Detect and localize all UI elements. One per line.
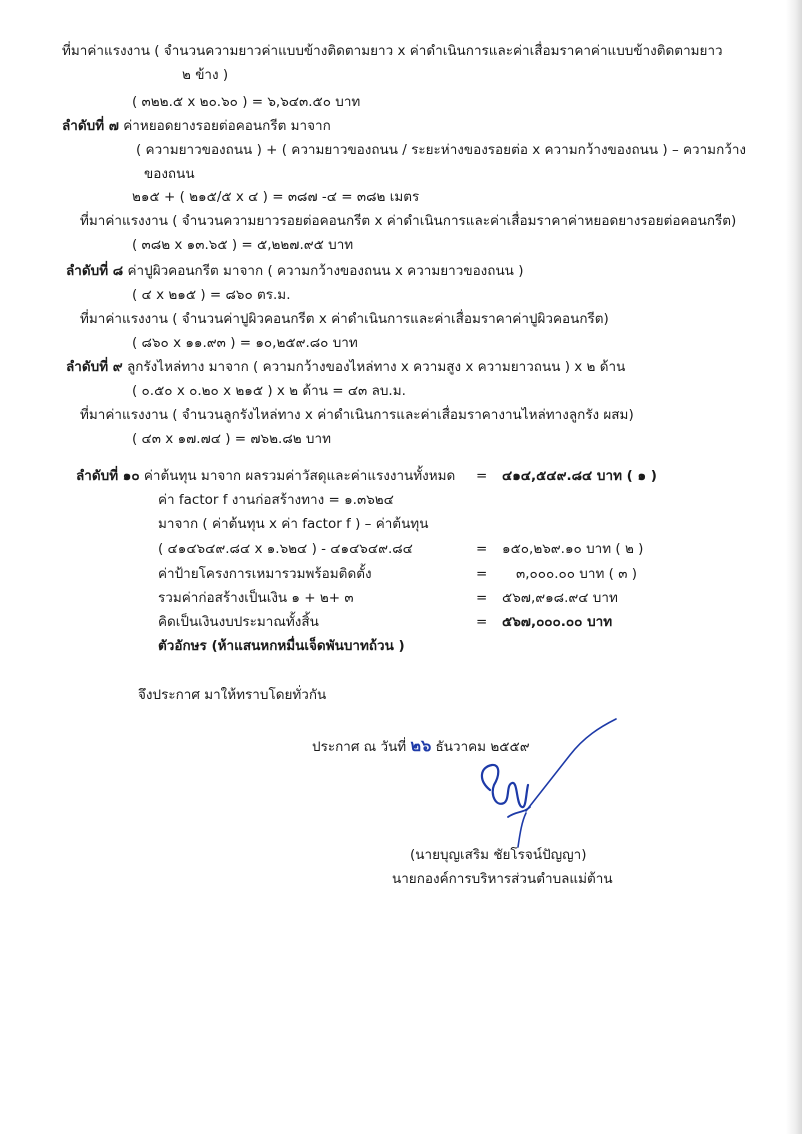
summary-eq: = [476,614,488,630]
summary-eq: = [476,468,488,484]
summary-value: ๕๖๗,๙๑๘.๙๔ บาท [502,590,618,606]
item-text: ค่าต้นทุน มาจาก ผลรวมค่าวัสดุและค่าแรงงานทั้งหมด [143,468,456,484]
doc-line: ( ๘๖๐ x ๑๑.๙๓ ) = ๑๐,๒๕๙.๘๐ บาท [132,335,358,351]
summary-eq: = [476,541,488,557]
scan-edge-shadow [786,0,802,1134]
item-text: ค่าหยอดยางรอยต่อคอนกรีต มาจาก [123,118,331,134]
doc-line: ที่มาค่าแรงงาน ( จำนวนลูกรังไหล่ทาง x ค่าดำเนินการและค่าเสื่อมราคางานไหล่ทางลูกรัง ผสม) [80,407,634,423]
doc-line: ( ๓๘๒ x ๑๓.๖๕ ) = ๕,๒๒๗.๙๕ บาท [132,237,354,253]
summary-value: ๔๑๔,๕๔๙.๘๔ บาท ( ๑ ) [502,468,657,484]
doc-line: ( ความยาวของถนน ) + ( ความยาวของถนน / ระยะห่างของรอยต่อ x ความกว้างของถนน ) – ความกว้าง [136,142,747,158]
doc-line: ที่มาค่าแรงงาน ( จำนวนค่าปูผิวคอนกรีต x ค่าดำเนินการและค่าเสื่อมราคาค่าปูผิวคอนกรีต) [80,311,609,327]
summary-eq: = [476,590,488,606]
announcement: จึงประกาศ มาให้ทราบโดยทั่วกัน [138,687,327,703]
doc-line: ( ๓๒๒.๕ x ๒๐.๖๐ ) = ๖,๖๔๓.๕๐ บาท [132,94,361,110]
item-8-heading [66,262,523,280]
signer-position: นายกองค์การบริหารส่วนตำบลแม่ต้าน [392,871,613,887]
doc-line: ที่มาค่าแรงงาน ( จำนวนความยาวรอยต่อคอนกรีต x ค่าดำเนินการและค่าเสื่อมราคาค่าหยอดยางรอยต่อคอนกรีต) [80,213,737,229]
signature-scribble [470,715,620,865]
item-label: ลำดับที่ ๗ [62,118,119,134]
item-label: ลำดับที่ ๙ [66,359,123,375]
doc-line: ( ๔ x ๒๑๕ ) = ๘๖๐ ตร.ม. [132,287,291,303]
item-text: ค่าปูผิวคอนกรีต มาจาก ( ความกว้างของถนน x ความยาวของถนน ) [127,263,524,279]
doc-line: ที่มาค่าแรงงาน ( จำนวนความยาวค่าแบบข้างติดตามยาว x ค่าดำเนินการและค่าเสื่อมราคาค่าแบบข้างติดตามยาว [62,43,723,59]
summary-label: ค่าป้ายโครงการเหมารวมพร้อมติดตั้ง [158,566,372,582]
summary-label: มาจาก ( ค่าต้นทุน x ค่า factor f ) – ค่าต้นทุน [158,516,429,532]
text-amount: ตัวอักษร (ห้าแสนหกหมื่นเจ็ดพันบาทถ้วน ) [158,638,405,654]
summary-label: คิดเป็นเงินงบประมาณทั้งสิ้น [158,614,319,630]
date-prefix: ประกาศ ณ วันที่ [312,739,407,755]
item-10-heading [76,467,455,485]
item-9-heading [66,358,625,376]
item-label: ลำดับที่ ๑๐ [76,468,140,484]
summary-eq: = [476,566,488,582]
summary-value: ๕๖๗,๐๐๐.๐๐ บาท [502,614,613,630]
summary-label: ค่า factor f งานก่อสร้างทาง = ๑.๓๖๒๔ [158,492,394,508]
doc-line: ๒๑๕ + ( ๒๑๕/๕ x ๔ ) = ๓๘๗ -๔ = ๓๘๒ เมตร [132,189,420,205]
item-7-heading [62,117,331,135]
doc-line: ( ๐.๕๐ x ๐.๒๐ x ๒๑๕ ) x ๒ ด้าน = ๔๓ ลบ.ม. [132,383,406,399]
signer-name: (นายบุญเสริม ชัยโรจน์ปัญญา) [410,847,587,863]
date-day-handwritten: ๒๖ [410,736,432,755]
doc-line: ( ๔๓ x ๑๗.๗๔ ) = ๗๖๒.๘๒ บาท [132,431,331,447]
summary-value: ๑๕๐,๒๖๙.๑๐ บาท ( ๒ ) [502,541,644,557]
doc-line: ๒ ข้าง ) [182,67,229,83]
doc-line: ของถนน [144,166,195,182]
summary-value: ๓,๐๐๐.๐๐ บาท ( ๓ ) [516,566,637,582]
item-text: ลูกรังไหล่ทาง มาจาก ( ความกว้างของไหล่ทาง x ความสูง x ความยาวถนน ) x ๒ ด้าน [126,359,626,375]
item-label: ลำดับที่ ๘ [66,263,124,279]
summary-label: ( ๔๑๔๖๔๙.๘๔ x ๑.๖๒๔ ) - ๔๑๔๖๔๙.๘๔ [158,541,413,557]
summary-label: รวมค่าก่อสร้างเป็นเงิน ๑ + ๒+ ๓ [158,590,354,606]
date-suffix: ธันวาคม ๒๕๕๙ [435,739,530,755]
